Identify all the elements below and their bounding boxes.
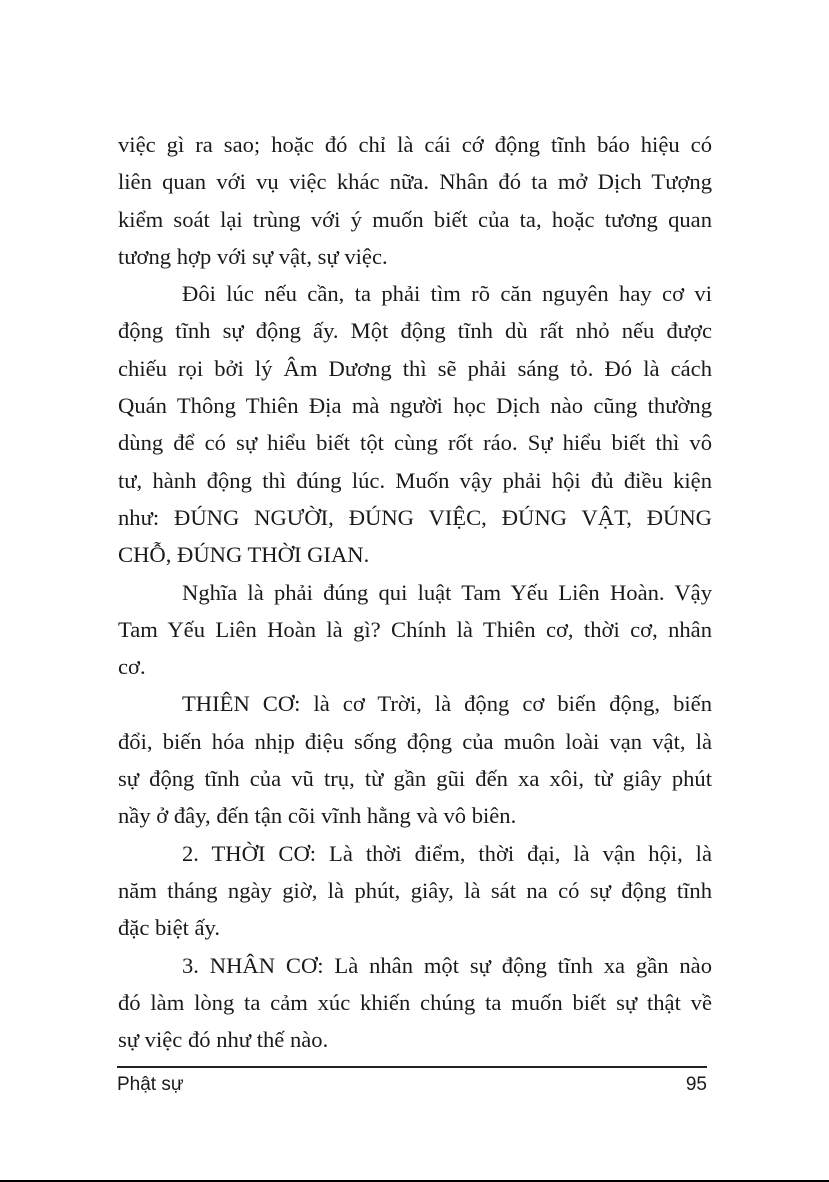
text-line: Nghĩa là phải đúng qui luật Tam Yếu Liên Hoàn. Vậy (182, 579, 712, 605)
paragraph (118, 275, 712, 573)
page-number: 95 (685, 1074, 707, 1095)
text-line: 3. NHÂN CƠ: Là nhân một sự động tĩnh xa gần nào (182, 952, 712, 978)
text-line: đó làm lòng ta cảm xúc khiến chúng ta muốn biết sự thật về (118, 989, 712, 1015)
text-line: tư, hành động thì đúng lúc. Muốn vậy phải hội đủ điều kiện (118, 467, 712, 493)
text-line: dùng để có sự hiểu biết tột cùng rốt ráo. Sự hiểu biết thì vô (118, 430, 712, 456)
text-line: chiếu rọi bởi lý Âm Dương thì sẽ phải sáng tỏ. Đó là cách (118, 355, 712, 381)
text-line: Quán Thông Thiên Địa mà người học Dịch nào cũng thường (118, 393, 712, 419)
paragraph (118, 947, 712, 1059)
text-line: Đôi lúc nếu cần, ta phải tìm rõ căn nguyên hay cơ vi (182, 281, 712, 307)
text-line: sự động tĩnh của vũ trụ, từ gần gũi đến xa xôi, từ giây phút (118, 766, 712, 792)
text-line: việc gì ra sao; hoặc đó chỉ là cái cớ động tĩnh báo hiệu có (118, 132, 712, 157)
text-line: liên quan với vụ việc khác nữa. Nhân đó ta mở Dịch Tượng (118, 169, 712, 195)
text-line: kiểm soát lại trùng với ý muốn biết của ta, hoặc tương quan (118, 206, 712, 232)
text-line: đổi, biến hóa nhịp điệu sống động của muôn loài vạn vật, là (118, 728, 712, 754)
text-line: cơ. (118, 654, 146, 680)
text-line: đặc biệt ấy. (118, 915, 221, 941)
paragraph (118, 685, 712, 834)
paragraph (118, 835, 712, 947)
text-line: tương hợp với sự vật, sự việc. (118, 243, 388, 269)
footer-rule (117, 1066, 707, 1068)
text-line: động tĩnh sự động ấy. Một động tĩnh dù rất nhỏ nếu được (118, 318, 712, 344)
text-line: sự việc đó như thế nào. (118, 1027, 329, 1053)
text-line: năm tháng ngày giờ, là phút, giây, là sát na có sự động tĩnh (118, 877, 712, 903)
paragraph (118, 574, 712, 686)
text-line: THIÊN CƠ: là cơ Trời, là động cơ biến động, biến (182, 691, 712, 717)
text-line: nầy ở đây, đến tận cõi vĩnh hằng và vô biên. (118, 803, 517, 829)
text-line: CHỖ, ĐÚNG THỜI GIAN. (118, 542, 370, 568)
text-line: 2. THỜI CƠ: Là thời điểm, thời đại, là vận hội, là (182, 840, 712, 866)
body-text (118, 126, 712, 1058)
text-line: Tam Yếu Liên Hoàn là gì? Chính là Thiên cơ, thời cơ, nhân (118, 616, 712, 642)
text-line: như: ĐÚNG NGƯỜI, ĐÚNG VIỆC, ĐÚNG VẬT, ĐÚNG (118, 504, 712, 530)
running-title: Phật sự (117, 1074, 184, 1095)
paragraph (118, 126, 712, 275)
